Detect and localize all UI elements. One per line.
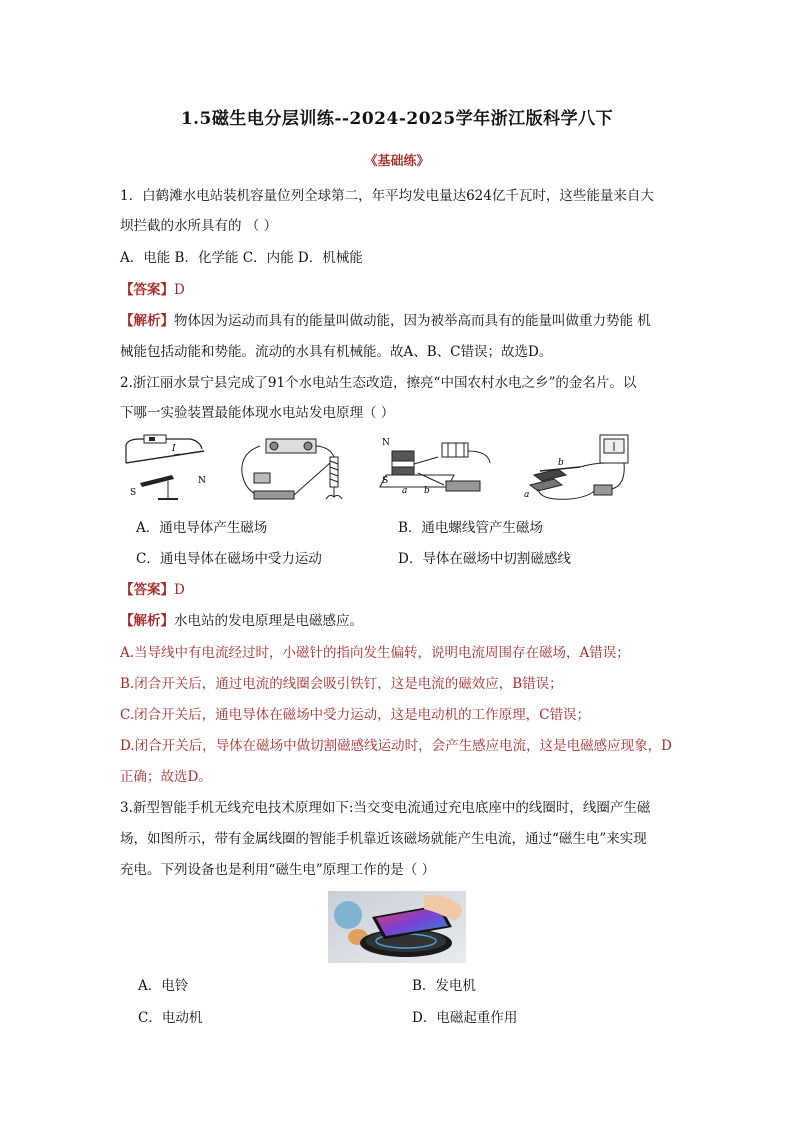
pole-n-label: N <box>198 476 206 486</box>
wireless-charging-photo <box>328 891 466 963</box>
pole-s-label: S <box>382 476 389 486</box>
q3-option-c: C．电动机 <box>138 1010 203 1026</box>
label-b: b <box>558 458 564 468</box>
figure-b-electromagnet <box>230 433 358 503</box>
section-heading: 《基础练》 <box>364 154 430 169</box>
q2-answer <box>120 580 680 600</box>
q1-analysis-line2: 械能包括动能和势能。流动的水具有机械能。故A、B、C错误；故选D。 <box>120 344 553 360</box>
q2-option-d: D．导体在磁场中切割磁感线 <box>398 551 571 567</box>
q1-answer <box>120 280 680 300</box>
q1-analysis-line1 <box>120 311 680 331</box>
analysis-tag: 【解析】 <box>120 613 174 629</box>
analysis-text: 水电站的发电原理是电磁感应。 <box>174 613 363 629</box>
label-b: b <box>424 486 430 496</box>
q3-option-d: D．电磁起重作用 <box>412 1010 518 1026</box>
q3-option-a: A．电铃 <box>138 978 189 994</box>
answer-value: D <box>174 282 185 298</box>
analysis-tag: 【解析】 <box>120 313 174 329</box>
q2-option-c: C．通电导体在磁场中受力运动 <box>136 551 322 567</box>
q3-text-line3: 充电。下列设备也是利用“磁生电”原理工作的是（ ） <box>120 862 436 878</box>
q1-text-line2: 坝拦截的水所具有的 （ ） <box>120 218 278 234</box>
q1-options: A．电能 B．化学能 C．内能 D．机械能 <box>120 250 363 266</box>
q1-text-line1: 1．白鹤滩水电站装机容量位列全球第二，年平均发电量达624亿千瓦时，这些能量来自大 <box>120 188 654 204</box>
q2-option-a: A．通电导体产生磁场 <box>136 520 268 536</box>
answer-tag: 【答案】 <box>120 282 174 298</box>
analysis-text: 物体因为运动而具有的能量叫做动能，因为被举高而具有的能量叫做重力势能 机 <box>174 313 651 329</box>
q3-text-line2: 场，如图所示，带有金属线圈的智能手机靠近该磁场就能产生电流，通过“磁生电”来实现 <box>120 831 647 847</box>
current-label: I <box>172 444 176 454</box>
q3-option-b: B．发电机 <box>412 978 476 994</box>
pole-n-label: N <box>382 438 390 448</box>
page-title: 1.5磁生电分层训练--2024-2025学年浙江版科学八下 <box>180 109 614 129</box>
q2-option-b: B．通电螺线管产生磁场 <box>398 520 543 536</box>
q2-text-line1: 2.浙江丽水景宁县完成了91个水电站生态改造，擦亮“中国农村水电之乡”的金名片。以 <box>120 375 637 391</box>
q2-analysis-c: C.闭合开关后，通电导体在磁场中受力运动，这是电动机的工作原理，C错误； <box>120 707 590 723</box>
q2-analysis-intro <box>120 611 680 631</box>
answer-value: D <box>174 582 185 598</box>
pole-s-label: S <box>130 488 137 498</box>
q2-analysis-b: B.闭合开关后，通过电流的线圈会吸引铁钉，这是电流的磁效应，B错误； <box>120 676 563 692</box>
q2-analysis-a: A.当导线中有电流经过时，小磁针的指向发生偏转，说明电流周围存在磁场，A错误； <box>120 645 630 661</box>
q3-text-line1: 3.新型智能手机无线充电技术原理如下:当交变电流通过充电底座中的线圈时，线圈产生磁 <box>120 800 651 816</box>
answer-tag: 【答案】 <box>120 582 174 598</box>
label-a: a <box>402 486 408 496</box>
figure-d-induction <box>520 433 640 503</box>
q2-text-line2: 下哪一实验装置最能体现水电站发电原理（ ） <box>120 405 395 421</box>
figure-c-motor <box>378 433 498 503</box>
q2-analysis-d1: D.闭合开关后，导体在磁场中做切割磁感线运动时，会产生感应电流，这是电磁感应现象，D <box>120 738 672 754</box>
label-a: a <box>524 490 530 500</box>
q2-analysis-d2: 正确；故选D。 <box>120 769 212 785</box>
figure-a-oersted <box>120 433 216 503</box>
